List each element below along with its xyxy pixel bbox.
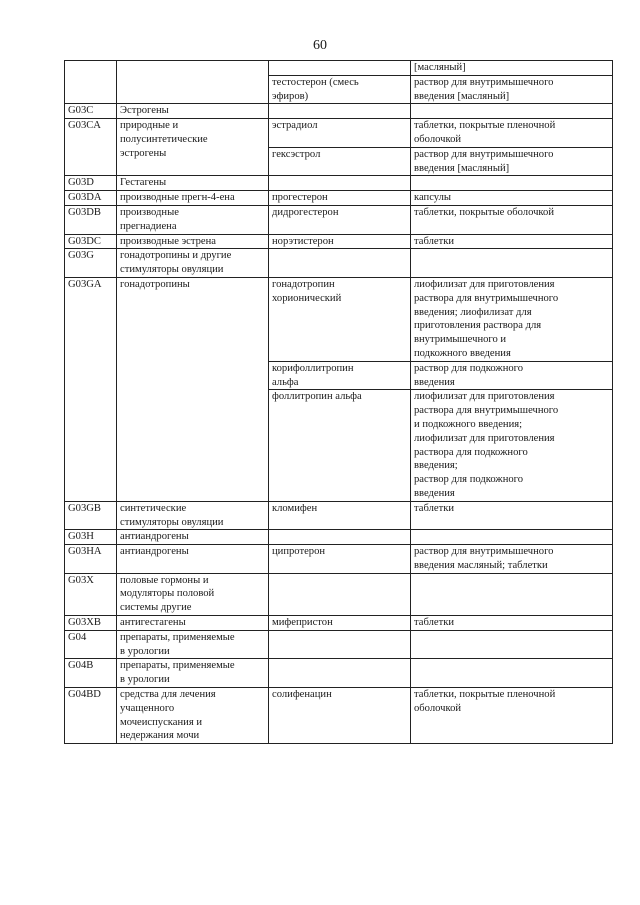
drug-name-cell-line: хорионический bbox=[272, 292, 342, 304]
dosage-form-cell-line: лиофилизат для приготовления bbox=[414, 432, 555, 444]
table-body bbox=[65, 61, 613, 744]
drug-name-cell-line: мифепристон bbox=[272, 617, 333, 629]
dosage-form-cell bbox=[411, 249, 613, 278]
drug-name-cell-line: прогестерон bbox=[272, 192, 328, 204]
dosage-form-cell-line: введения; лиофилизат для bbox=[414, 306, 532, 318]
dosage-form-cell-line: таблетки, покрытые пленочной bbox=[414, 689, 556, 701]
dosage-form-cell-line: раствор для внутримышечного bbox=[414, 148, 554, 160]
dosage-form-cell-line: оболочкой bbox=[414, 133, 462, 145]
table-row bbox=[65, 616, 613, 631]
atc-code-cell: G03D bbox=[65, 176, 117, 191]
dosage-form-cell-line: введения bbox=[414, 376, 455, 388]
drug-name-cell-line: кломифен bbox=[272, 502, 318, 514]
dosage-form-cell-line: таблетки bbox=[414, 617, 455, 629]
drug-name-cell bbox=[269, 104, 411, 119]
table-row bbox=[65, 530, 613, 545]
group-name-cell-line: антиандрогены bbox=[120, 546, 189, 558]
group-name-cell bbox=[117, 530, 269, 545]
group-name-cell-line: системы другие bbox=[120, 602, 192, 614]
dosage-form-cell bbox=[411, 501, 613, 530]
dosage-form-cell-line: таблетки, покрытые пленочной bbox=[414, 120, 556, 132]
drug-name-cell bbox=[269, 176, 411, 191]
drug-name-cell-line: корифоллитропин bbox=[272, 362, 354, 374]
table-row bbox=[65, 688, 613, 744]
drug-name-cell bbox=[269, 501, 411, 530]
table-row bbox=[65, 630, 613, 659]
group-name-cell bbox=[117, 104, 269, 119]
atc-code-cell: G03G bbox=[65, 249, 117, 278]
group-name-cell-line: синтетические bbox=[120, 502, 187, 514]
drug-name-cell bbox=[269, 573, 411, 615]
dosage-form-cell bbox=[411, 205, 613, 234]
group-name-cell bbox=[117, 176, 269, 191]
table-row bbox=[65, 119, 613, 148]
atc-code-cell: G03DB bbox=[65, 205, 117, 234]
drug-name-cell-line: норэтистерон bbox=[272, 235, 334, 247]
dosage-form-cell bbox=[411, 688, 613, 744]
dosage-form-cell-line: [масляный] bbox=[414, 62, 466, 73]
group-name-cell-line: средства для лечения bbox=[120, 689, 216, 701]
table-row bbox=[65, 61, 613, 76]
dosage-form-cell-line: оболочкой bbox=[414, 702, 462, 714]
atc-code-cell: G03DC bbox=[65, 234, 117, 249]
drug-name-cell bbox=[269, 361, 411, 390]
table-row bbox=[65, 545, 613, 574]
drug-name-cell bbox=[269, 119, 411, 148]
dosage-form-cell-line: раствора для подкожного bbox=[414, 446, 528, 458]
group-name-cell bbox=[117, 234, 269, 249]
table-row bbox=[65, 659, 613, 688]
atc-code-cell: G03X bbox=[65, 573, 117, 615]
dosage-form-cell-line: лиофилизат для приготовления bbox=[414, 278, 555, 290]
group-name-cell-line: гонадотропины bbox=[120, 278, 190, 290]
group-name-cell bbox=[117, 688, 269, 744]
atc-code-cell: G03XB bbox=[65, 616, 117, 631]
group-name-cell-line: производные эстрена bbox=[120, 235, 216, 247]
group-name-cell-line: производные bbox=[120, 206, 179, 218]
dosage-form-cell bbox=[411, 545, 613, 574]
drug-name-cell-line: гексэстрол bbox=[272, 148, 321, 160]
drug-name-cell bbox=[269, 688, 411, 744]
group-name-cell-line: природные и bbox=[120, 120, 179, 132]
group-name-cell bbox=[117, 659, 269, 688]
group-name-cell-line: производные прегн-4-ена bbox=[120, 192, 235, 204]
drug-name-cell bbox=[269, 630, 411, 659]
group-name-cell bbox=[117, 61, 269, 104]
drug-name-cell-line: солифенацин bbox=[272, 689, 332, 701]
dosage-form-cell bbox=[411, 530, 613, 545]
dosage-form-cell bbox=[411, 147, 613, 176]
drug-name-cell bbox=[269, 191, 411, 206]
dosage-form-cell-line: введения [масляный] bbox=[414, 162, 510, 174]
dosage-form-cell bbox=[411, 277, 613, 361]
drug-name-cell bbox=[269, 205, 411, 234]
table-row bbox=[65, 573, 613, 615]
table-row bbox=[65, 205, 613, 234]
dosage-form-cell-line: таблетки bbox=[414, 235, 455, 247]
group-name-cell bbox=[117, 545, 269, 574]
drug-name-cell-line: фоллитропин альфа bbox=[272, 391, 362, 403]
atc-code-cell: G03H bbox=[65, 530, 117, 545]
group-name-cell-line: недержания мочи bbox=[120, 730, 200, 742]
table-row bbox=[65, 104, 613, 119]
group-name-cell-line: в урологии bbox=[120, 645, 170, 657]
table-row bbox=[65, 176, 613, 191]
dosage-form-cell bbox=[411, 361, 613, 390]
drug-name-cell bbox=[269, 616, 411, 631]
group-name-cell-line: препараты, применяемые bbox=[120, 631, 235, 643]
dosage-form-cell bbox=[411, 176, 613, 191]
page-number: 60 bbox=[313, 38, 327, 53]
drug-name-cell-line: эстрадиол bbox=[272, 120, 318, 132]
group-name-cell-line: мочеиспускания и bbox=[120, 716, 203, 728]
drug-name-cell bbox=[269, 61, 411, 76]
group-name-cell-line: эстрогены bbox=[120, 147, 167, 159]
table-row bbox=[65, 501, 613, 530]
dosage-form-cell-line: раствора для внутримышечного bbox=[414, 405, 559, 417]
dosage-form-cell bbox=[411, 61, 613, 76]
dosage-form-cell bbox=[411, 573, 613, 615]
dosage-form-cell-line: и подкожного введения; bbox=[414, 418, 523, 430]
dosage-form-cell bbox=[411, 390, 613, 501]
dosage-form-cell-line: таблетки, покрытые оболочкой bbox=[414, 206, 554, 218]
dosage-form-cell bbox=[411, 234, 613, 249]
dosage-form-cell bbox=[411, 630, 613, 659]
dosage-form-cell-line: раствор для внутримышечного bbox=[414, 546, 554, 558]
group-name-cell-line: Гестагены bbox=[120, 177, 167, 189]
group-name-cell-line: половые гормоны и bbox=[120, 574, 209, 586]
atc-code-cell: G03GB bbox=[65, 501, 117, 530]
drug-name-cell bbox=[269, 390, 411, 501]
atc-code-cell: G03DA bbox=[65, 191, 117, 206]
drug-name-cell-line: гонадотропин bbox=[272, 278, 335, 290]
drug-name-cell-line: дидрогестерон bbox=[272, 206, 339, 218]
drug-name-cell bbox=[269, 147, 411, 176]
drug-name-cell-line: эфиров) bbox=[272, 90, 309, 102]
group-name-cell-line: модуляторы половой bbox=[120, 588, 215, 600]
dosage-form-cell bbox=[411, 191, 613, 206]
dosage-form-cell-line: раствора для внутримышечного bbox=[414, 292, 559, 304]
dosage-form-cell bbox=[411, 616, 613, 631]
dosage-form-cell-line: подкожного введения bbox=[414, 347, 511, 359]
drug-name-cell-line: ципротерон bbox=[272, 546, 326, 558]
dosage-form-cell-line: раствор для внутримышечного bbox=[414, 76, 554, 88]
group-name-cell bbox=[117, 277, 269, 501]
drug-name-cell bbox=[269, 659, 411, 688]
drug-name-cell bbox=[269, 75, 411, 104]
dosage-form-cell-line: введения [масляный] bbox=[414, 90, 510, 102]
group-name-cell-line: в урологии bbox=[120, 674, 170, 686]
group-name-cell-line: Эстрогены bbox=[120, 105, 169, 117]
atc-code-cell bbox=[65, 61, 117, 104]
group-name-cell-line: препараты, применяемые bbox=[120, 660, 235, 672]
dosage-form-cell-line: лиофилизат для приготовления bbox=[414, 391, 555, 403]
atc-code-cell: G03GA bbox=[65, 277, 117, 501]
group-name-cell bbox=[117, 205, 269, 234]
group-name-cell-line: гонадотропины и другие bbox=[120, 250, 232, 262]
table-row bbox=[65, 249, 613, 278]
atc-code-cell: G04 bbox=[65, 630, 117, 659]
group-name-cell-line: антиандрогены bbox=[120, 531, 189, 543]
dosage-form-cell-line: внутримышечного и bbox=[414, 334, 507, 346]
dosage-form-cell-line: раствор для подкожного bbox=[414, 474, 524, 486]
group-name-cell bbox=[117, 630, 269, 659]
dosage-form-cell bbox=[411, 119, 613, 148]
drug-name-cell bbox=[269, 545, 411, 574]
group-name-cell-line: антигестагены bbox=[120, 617, 186, 629]
dosage-form-cell bbox=[411, 75, 613, 104]
group-name-cell-line: стимуляторы овуляции bbox=[120, 516, 224, 528]
drug-classification-table bbox=[64, 60, 613, 744]
atc-code-cell: G03C bbox=[65, 104, 117, 119]
group-name-cell-line: учащенного bbox=[120, 702, 175, 714]
drug-name-cell-line: тестостерон (смесь bbox=[272, 76, 359, 88]
drug-name-cell bbox=[269, 277, 411, 361]
table-row bbox=[65, 277, 613, 361]
dosage-form-cell-line: введения; bbox=[414, 460, 458, 472]
group-name-cell-line: полусинтетические bbox=[120, 133, 208, 145]
group-name-cell bbox=[117, 119, 269, 176]
dosage-form-cell-line: введения bbox=[414, 487, 455, 499]
atc-code-cell: G03HA bbox=[65, 545, 117, 574]
atc-code-cell: G04B bbox=[65, 659, 117, 688]
drug-name-cell bbox=[269, 249, 411, 278]
group-name-cell-line: прегнадиена bbox=[120, 220, 177, 232]
group-name-cell bbox=[117, 191, 269, 206]
drug-name-cell bbox=[269, 530, 411, 545]
drug-name-cell bbox=[269, 234, 411, 249]
group-name-cell bbox=[117, 249, 269, 278]
group-name-cell-line: стимуляторы овуляции bbox=[120, 264, 224, 276]
group-name-cell bbox=[117, 616, 269, 631]
dosage-form-cell-line: раствор для подкожного bbox=[414, 362, 524, 374]
dosage-form-cell bbox=[411, 104, 613, 119]
dosage-form-cell-line: таблетки bbox=[414, 502, 455, 514]
dosage-form-cell-line: капсулы bbox=[414, 192, 452, 204]
atc-code-cell: G03CA bbox=[65, 119, 117, 176]
table-row bbox=[65, 234, 613, 249]
drug-name-cell-line: альфа bbox=[272, 376, 299, 388]
atc-code-cell: G04BD bbox=[65, 688, 117, 744]
group-name-cell bbox=[117, 573, 269, 615]
group-name-cell bbox=[117, 501, 269, 530]
dosage-form-cell bbox=[411, 659, 613, 688]
dosage-form-cell-line: введения масляный; таблетки bbox=[414, 559, 548, 571]
table-row bbox=[65, 191, 613, 206]
dosage-form-cell-line: приготовления раствора для bbox=[414, 320, 542, 332]
